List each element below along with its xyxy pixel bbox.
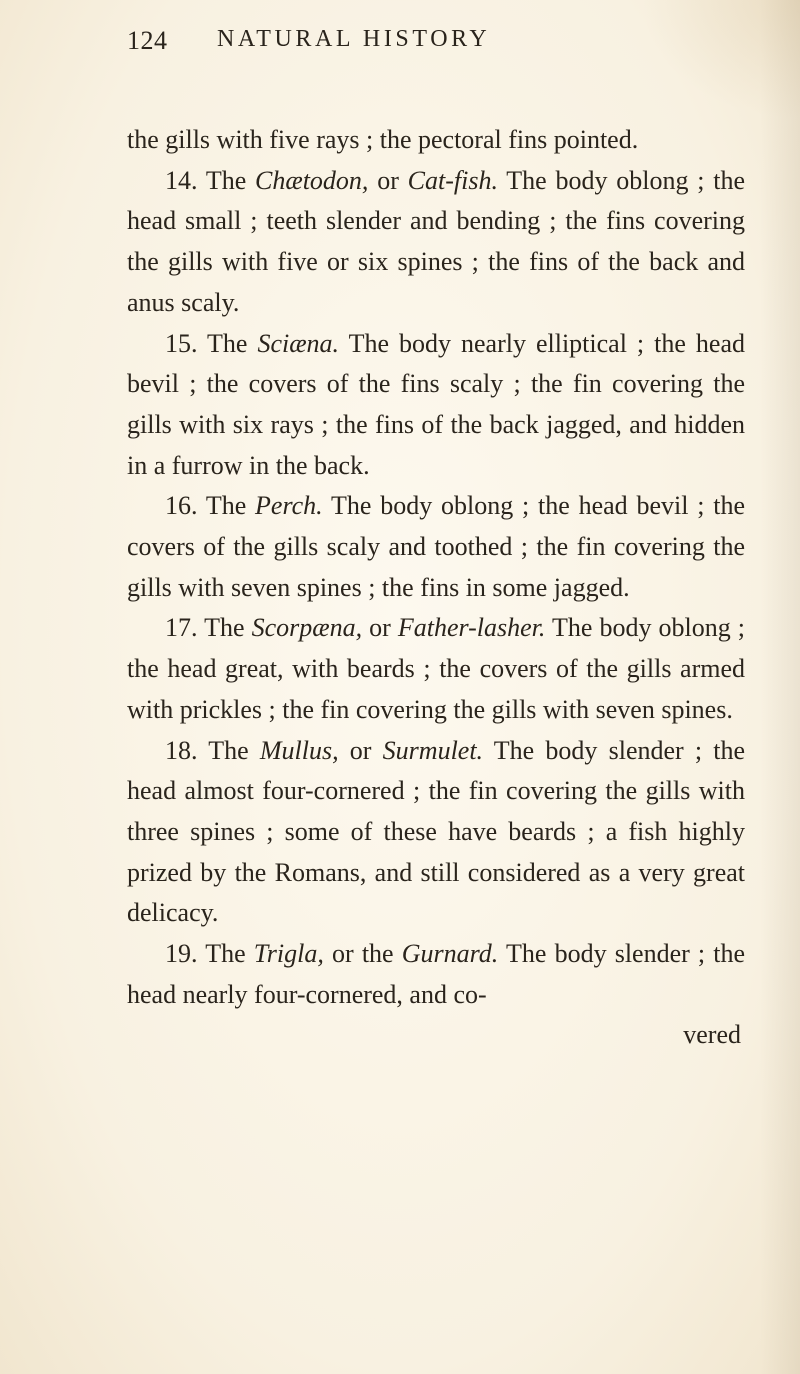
paragraph-15: [127, 324, 745, 487]
entry-number: 17.: [165, 613, 198, 643]
entry-description: The body slender ; the head nearly four-cornered, and co-: [127, 939, 746, 1009]
latin-name: Chætodon,: [255, 165, 369, 195]
entry-or: or: [349, 735, 372, 765]
page-number: 124: [127, 26, 168, 55]
entry-or: or: [369, 613, 391, 643]
common-name: Cat-fish.: [407, 165, 498, 195]
body-text: [127, 120, 745, 1056]
running-head: [127, 26, 747, 66]
entry-or: or the: [332, 939, 394, 969]
entry-or: or: [377, 165, 399, 195]
paragraph-19: [127, 934, 745, 1015]
entry-description: The body slender ; the head almost four-cornered ; the fin covering the gills with three spines ; some of these have beards ; a fish highly prized by the Romans, and still considered as a very great delicacy.: [127, 735, 746, 928]
entry-description: The body oblong ; the head bevil ; the covers of the gills scaly and toothed ; the fin covering the gills with seven spines ; the fins in some jagged.: [127, 491, 746, 602]
paragraph-18: [127, 731, 745, 935]
common-name: Perch.: [255, 491, 323, 521]
catchword: vered: [683, 1020, 741, 1050]
common-name: Surmulet.: [382, 735, 484, 765]
entry-description: The body oblong ; the head small ; teeth slender and bending ; the fins covering the gills with five or six spines ; the fins of the back and anus scaly.: [127, 165, 746, 317]
entry-article: The: [208, 735, 249, 765]
common-name: Father-lasher.: [397, 613, 546, 643]
entry-description: The body oblong ; the head great, with beards ; the covers of the gills armed with prickles ; the fin covering the gills with seven spines.: [127, 613, 746, 724]
entry-number: 15.: [165, 328, 198, 358]
paragraph-13-continuation: the gills with five rays ; the pectoral fins pointed.: [127, 125, 639, 154]
entry-number: 16.: [165, 491, 198, 521]
entry-article: The: [205, 491, 247, 521]
entry-number: 18.: [165, 735, 198, 765]
entry-description: The body nearly elliptical ; the head bevil ; the covers of the fins scaly ; the fin covering the gills with six rays ; the fins of the back jagged, and hidden in a furrow in the back.: [127, 328, 745, 480]
paragraph-14: [127, 161, 745, 324]
catchword-line: [127, 1015, 745, 1056]
paragraph-17: [127, 608, 745, 730]
entry-article: The: [204, 613, 245, 643]
entry-number: 14.: [165, 165, 198, 195]
entry-number: 19.: [165, 939, 198, 969]
entry-article: The: [205, 165, 247, 195]
latin-name: Scorpæna,: [251, 613, 363, 643]
entry-article: The: [205, 939, 246, 969]
running-head-title: NATURAL HISTORY: [217, 26, 491, 52]
entry-article: The: [207, 328, 248, 358]
paragraph-16: [127, 486, 745, 608]
page-fold-shadow: [760, 0, 800, 1374]
latin-name: Trigla,: [253, 939, 324, 969]
latin-name: Sciæna.: [257, 328, 340, 358]
latin-name: Mullus,: [259, 735, 339, 765]
common-name: Gurnard.: [401, 939, 499, 969]
